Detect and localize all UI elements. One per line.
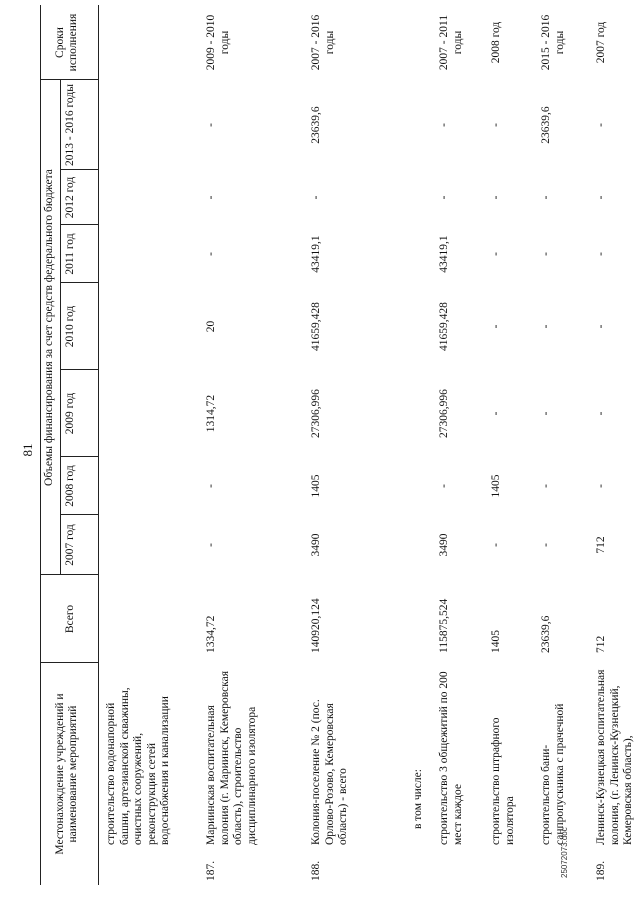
row-value-cell: 27306,996 [310,389,322,438]
row-value-cell: - [595,411,607,416]
row-name: строительство бани-санпропускника с прачечной [540,703,566,845]
row-value-cell: - [540,195,552,200]
row-value-cell: - [595,484,607,488]
row-value-cell: - [205,252,217,256]
row-name: Колония-поселение № 2 (пос. Орлово-Розово, Кемеровская область) - всего [310,699,349,845]
row-name: строительство водонапорной башни, артезианской скважины, очистных сооружений, реконструкция сетей водоснабжения и канализации [105,687,171,845]
header-year-2007: 2007 год [64,524,76,566]
row-value-cell: 41659,428 [310,302,322,351]
row-value-cell: - [205,195,217,200]
row-value-cell: - [438,484,450,488]
row-value-cell: - [490,324,502,329]
row-value-cell: 43419,1 [310,235,322,273]
row-value-cell: 1405 [310,474,322,498]
row-term: 2007 - 2016 годы [310,14,336,71]
row-value-cell: - [490,123,502,127]
footer-doc-name: 25072073.doc [560,827,569,878]
row-value-cell: - [490,252,502,256]
row-term: 2015 - 2016 годы [540,14,566,71]
row-total: 140920,124 [310,598,322,653]
row-name: строительство 3 общежитий по 200 мест каждое [438,671,464,845]
header-year-2012: 2012 год [64,176,76,219]
row-value-cell: - [205,484,217,488]
row-value-cell: - [205,543,217,547]
row-value-cell: - [595,324,607,329]
row-number: 188. [310,860,322,881]
row-value-cell: 20 [205,320,217,333]
row-total: 1334,72 [205,615,217,653]
row-value-cell: - [595,195,607,200]
row-value-cell: - [205,123,217,127]
funding-group-divider [60,80,61,575]
header-year-2009: 2009 год [64,392,76,435]
row-term: 2007 год [595,21,607,64]
row-value-cell: - [438,195,450,200]
header-funding-group: Объемы финансирования за счет средств федерального бюджета [43,169,55,486]
row-value-cell: - [540,252,552,256]
row-name: Ленинск-Кузнецкая воспитательная колония, (г. Ленинск-Кузнецкий, Кемеровская область), [595,669,634,845]
table-top-border [40,5,41,885]
row-name: Мариинская воспитательная колония (г. Мариинск, Кемеровская область), строительство дисциплинарного изолятора [205,670,258,845]
row-total: 712 [595,635,607,653]
row-value-cell: - [438,123,450,127]
row-value-cell: - [540,411,552,416]
row-value-cell: - [490,195,502,200]
row-term: 2009 - 2010 годы [205,14,231,71]
row-total: 1405 [490,630,502,653]
row-value-cell: - [490,543,502,547]
row-value-cell: 3490 [310,533,322,557]
row-value-cell: 43419,1 [438,235,450,273]
rotated-table-page [20,5,634,885]
row-total: 115875,524 [438,598,450,653]
row-value-cell: 23639,6 [310,106,322,144]
row-value-cell: - [595,252,607,256]
row-value-cell: 27306,996 [438,389,450,438]
row-name: в том числе: [412,769,424,829]
row-value-cell: 1405 [490,474,502,498]
page-number: 81 [20,443,35,457]
row-value-cell: 23639,6 [540,106,552,144]
header-total: Всего [64,604,76,634]
header-bottom-border [98,5,99,885]
row-number: 187. [205,860,217,881]
row-number: 189. [595,860,607,881]
row-value-cell: - [540,543,552,547]
row-value-cell: 3490 [438,533,450,557]
row-value-cell: 1314,72 [205,394,217,433]
header-year-2008: 2008 год [64,465,76,507]
row-value-cell: 712 [595,536,607,554]
row-value-cell: - [595,123,607,127]
row-value-cell: - [310,195,322,200]
row-term: 2008 год [490,21,502,64]
header-year-2013-2016: 2013 - 2016 годы [64,84,76,166]
header-terms: Сроки исполнения [54,13,79,72]
row-term: 2007 - 2011 годы [438,14,464,71]
row-value-cell: - [540,484,552,488]
row-value-cell: - [490,411,502,416]
header-year-2010: 2010 год [64,305,76,348]
header-year-2011: 2011 год [64,233,76,275]
row-value-cell: 41659,428 [438,302,450,351]
row-total: 23639,6 [540,615,552,653]
header-place: Местонахождение учреждений и наименование мероприятий [54,693,79,855]
row-value-cell: - [540,324,552,329]
row-name: строительство штрафного изолятора [490,717,516,845]
